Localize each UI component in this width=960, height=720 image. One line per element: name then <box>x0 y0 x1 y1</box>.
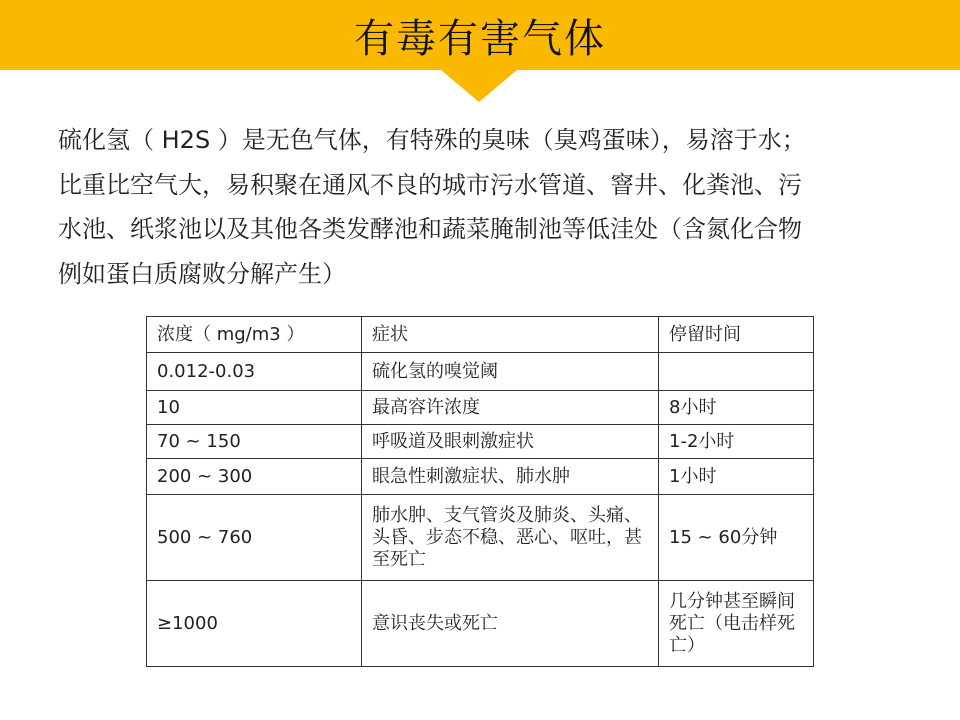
table-row <box>147 581 814 667</box>
cell-symptoms: 意识丧失或死亡 <box>362 581 659 667</box>
table-row <box>147 459 814 495</box>
cell-concentration: 500 ~ 760 <box>147 495 362 581</box>
cell-concentration: 200 ~ 300 <box>147 459 362 495</box>
intro-line: 比重比空气大，易积聚在通风不良的城市污水管道、窨井、化粪池、污 <box>58 170 802 199</box>
table-row <box>147 391 814 425</box>
header-symptoms: 症状 <box>362 317 659 353</box>
header-concentration: 浓度（ mg/m3 ） <box>147 317 362 353</box>
table-row <box>147 495 814 581</box>
table-header-row <box>147 317 814 353</box>
title-banner-pointer <box>441 70 517 102</box>
cell-exposure-time: 几分钟甚至瞬间死亡（电击样死亡） <box>659 581 814 667</box>
cell-concentration: 10 <box>147 391 362 425</box>
header-exposure-time: 停留时间 <box>659 317 814 353</box>
cell-concentration: ≥1000 <box>147 581 362 667</box>
cell-symptoms: 呼吸道及眼刺激症状 <box>362 425 659 459</box>
cell-exposure-time: 1-2小时 <box>659 425 814 459</box>
cell-symptoms: 眼急性刺激症状、肺水肿 <box>362 459 659 495</box>
table-row <box>147 353 814 391</box>
cell-exposure-time: 1小时 <box>659 459 814 495</box>
intro-line: 水池、纸浆池以及其他各类发酵池和蔬菜腌制池等低洼处（含氮化合物 <box>58 215 802 243</box>
intro-paragraph <box>58 118 908 296</box>
cell-symptoms: 最高容许浓度 <box>362 391 659 425</box>
intro-line: 例如蛋白质腐败分解产生） <box>58 259 346 288</box>
h2s-concentration-table <box>146 316 814 667</box>
cell-symptoms: 肺水肿、支气管炎及肺炎、头痛、头昏、步态不稳、恶心、呕吐，甚至死亡 <box>362 495 659 581</box>
cell-concentration: 0.012-0.03 <box>147 353 362 391</box>
cell-concentration: 70 ~ 150 <box>147 425 362 459</box>
cell-exposure-time: 15 ~ 60分钟 <box>659 495 814 581</box>
table-row <box>147 425 814 459</box>
cell-exposure-time <box>659 353 814 391</box>
cell-exposure-time: 8小时 <box>659 391 814 425</box>
slide-title: 有毒有害气体 <box>354 15 606 62</box>
title-banner <box>0 0 960 70</box>
cell-symptoms: 硫化氢的嗅觉阈 <box>362 353 659 391</box>
intro-line: 硫化氢（ H2S ）是无色气体，有特殊的臭味（臭鸡蛋味），易溶于水； <box>58 126 806 154</box>
